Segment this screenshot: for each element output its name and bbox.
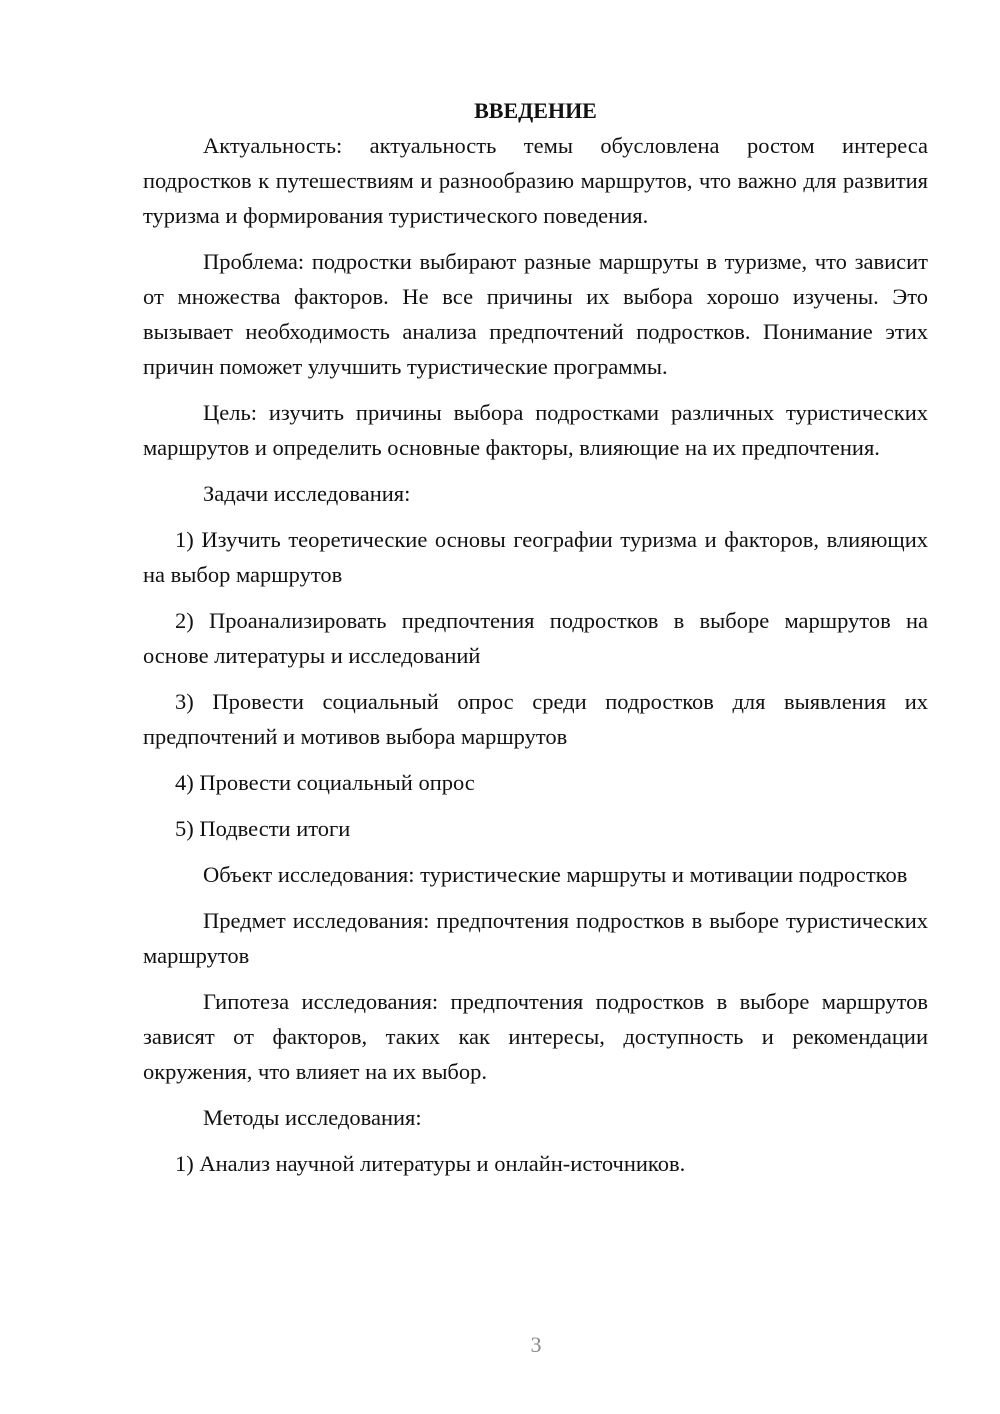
section-heading: ВВЕДЕНИЕ — [474, 98, 597, 123]
task-item-3: 3) Провести социальный опрос среди подростков для выявления их предпочтений и мотивов выбора маршрутов — [143, 689, 928, 749]
task-item-1: 1) Изучить теоретические основы географии туризма и факторов, влияющих на выбор маршрутов — [143, 527, 928, 587]
page-number: 3 — [530, 1332, 542, 1357]
paragraph-problem: Проблема: подростки выбирают разные маршруты в туризме, что зависит от множества факторов. Не все причины их выбора хорошо изучены. Это вызывает необходимость анализа предпочтений подростков. Понимание этих причин поможет улучшить туристические программы. — [143, 249, 928, 379]
paragraph-subject: Предмет исследования: предпочтения подростков в выборе туристических маршрутов — [143, 908, 928, 968]
paragraph-hypothesis: Гипотеза исследования: предпочтения подростков в выборе маршрутов зависят от факторов, таких как интересы, доступность и рекомендации окружения, что влияет на их выбор. — [143, 989, 928, 1084]
task-item-5: 5) Подвести итоги — [175, 816, 351, 841]
paragraph-goal: Цель: изучить причины выбора подростками различных туристических маршрутов и определить основные факторы, влияющие на их предпочтения. — [143, 400, 928, 460]
methods-heading: Методы исследования: — [203, 1105, 422, 1130]
task-item-4: 4) Провести социальный опрос — [175, 770, 475, 795]
method-item-1: 1) Анализ научной литературы и онлайн-источников. — [175, 1151, 686, 1176]
tasks-heading: Задачи исследования: — [203, 481, 411, 506]
paragraph-relevance: Актуальность: актуальность темы обусловлена ростом интереса подростков к путешествиям и разнообразию маршрутов, что важно для развития туризма и формирования туристического поведения. — [143, 133, 928, 228]
task-item-2: 2) Проанализировать предпочтения подростков в выборе маршрутов на основе литературы и исследований — [143, 608, 928, 668]
page-content — [143, 93, 928, 1192]
paragraph-object: Объект исследования: туристические маршруты и мотивации подростков — [203, 862, 908, 887]
